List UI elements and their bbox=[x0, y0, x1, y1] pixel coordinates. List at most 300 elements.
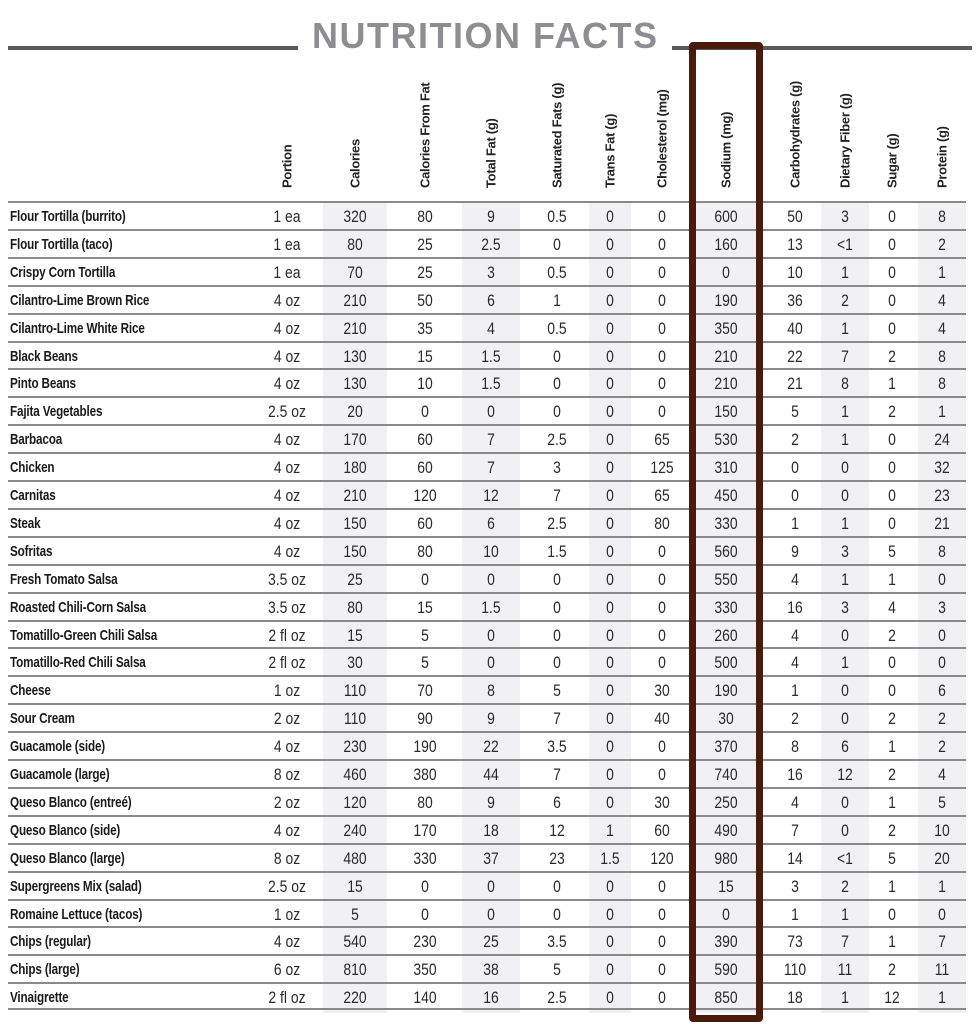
cell-portion: 8 oz bbox=[273, 848, 301, 868]
cell-saturated-fats-g: 0 bbox=[553, 876, 561, 896]
cell-saturated-fats-g: 5 bbox=[553, 681, 561, 701]
column-header-label: Sugar (g) bbox=[884, 133, 900, 188]
food-name: Guacamole (side) bbox=[10, 738, 106, 756]
cell-calories-from-fat: 60 bbox=[417, 513, 433, 533]
cell-saturated-fats-g: 7 bbox=[553, 709, 561, 729]
cell-portion: 4 oz bbox=[273, 820, 301, 840]
cell-total-fat-g: 0 bbox=[487, 653, 495, 673]
cell-trans-fat-g: 0 bbox=[606, 513, 614, 533]
cell-calories-from-fat: 15 bbox=[417, 346, 433, 366]
table-row bbox=[8, 815, 966, 843]
cell-cholesterol-mg: 65 bbox=[654, 430, 670, 450]
food-name: Tomatillo-Green Chili Salsa bbox=[10, 626, 158, 644]
cell-sodium-mg: 310 bbox=[714, 458, 738, 478]
cell-cholesterol-mg: 0 bbox=[658, 569, 666, 589]
cell-portion: 3.5 oz bbox=[268, 569, 306, 589]
cell-calories-from-fat: 0 bbox=[421, 876, 429, 896]
cell-total-fat-g: 37 bbox=[483, 848, 499, 868]
food-name: Barbacoa bbox=[10, 431, 63, 449]
cell-calories-from-fat: 380 bbox=[413, 765, 437, 784]
cell-sugar-g: 1 bbox=[888, 876, 896, 896]
cell-sodium-mg: 30 bbox=[718, 709, 734, 729]
cell-carbohydrates-g: 50 bbox=[787, 207, 803, 226]
title-bar bbox=[0, 12, 979, 62]
cell-portion: 4 oz bbox=[273, 541, 301, 561]
cell-sugar-g: 0 bbox=[888, 207, 896, 226]
table-row bbox=[8, 675, 966, 703]
food-name: Supergreens Mix (salad) bbox=[10, 877, 142, 895]
cell-protein-g: 21 bbox=[934, 513, 950, 533]
cell-dietary-fiber-g: 12 bbox=[837, 765, 853, 784]
cell-protein-g: 20 bbox=[934, 848, 950, 868]
cell-trans-fat-g: 0 bbox=[606, 988, 614, 1008]
cell-protein-g: 5 bbox=[938, 792, 946, 812]
cell-sodium-mg: 490 bbox=[714, 820, 738, 840]
cell-portion: 4 oz bbox=[273, 318, 301, 338]
cell-total-fat-g: 9 bbox=[487, 207, 495, 226]
cell-dietary-fiber-g: 0 bbox=[841, 709, 849, 729]
column-header-label: Cholesterol (mg) bbox=[654, 89, 670, 188]
food-name: Roasted Chili-Corn Salsa bbox=[10, 598, 147, 616]
cell-calories: 5 bbox=[351, 904, 359, 924]
cell-protein-g: 1 bbox=[938, 402, 946, 422]
cell-carbohydrates-g: 3 bbox=[791, 876, 799, 896]
table-row bbox=[8, 341, 966, 369]
cell-total-fat-g: 16 bbox=[483, 988, 499, 1008]
cell-total-fat-g: 0 bbox=[487, 876, 495, 896]
cell-total-fat-g: 8 bbox=[487, 681, 495, 701]
food-name: Flour Tortilla (burrito) bbox=[10, 208, 126, 225]
column-header-label: Protein (g) bbox=[934, 126, 950, 188]
cell-total-fat-g: 0 bbox=[487, 904, 495, 924]
cell-trans-fat-g: 0 bbox=[606, 262, 614, 282]
cell-sugar-g: 4 bbox=[888, 597, 896, 617]
cell-calories: 15 bbox=[347, 625, 363, 645]
cell-portion: 4 oz bbox=[273, 374, 301, 394]
cell-calories-from-fat: 190 bbox=[413, 737, 437, 757]
cell-trans-fat-g: 0 bbox=[606, 569, 614, 589]
cell-carbohydrates-g: 14 bbox=[787, 848, 803, 868]
cell-dietary-fiber-g: 1 bbox=[841, 402, 849, 422]
cell-calories: 210 bbox=[343, 290, 367, 310]
cell-protein-g: 7 bbox=[938, 932, 946, 952]
cell-calories-from-fat: 350 bbox=[413, 960, 437, 980]
cell-calories: 240 bbox=[343, 820, 367, 840]
cell-saturated-fats-g: 1.5 bbox=[547, 541, 567, 561]
cell-sodium-mg: 390 bbox=[714, 932, 738, 952]
cell-portion: 1 ea bbox=[273, 234, 301, 254]
cell-portion: 2 fl oz bbox=[268, 988, 306, 1008]
food-name: Black Beans bbox=[10, 347, 78, 365]
table-row bbox=[8, 787, 966, 815]
table-row bbox=[8, 899, 966, 927]
cell-calories-from-fat: 120 bbox=[413, 486, 437, 505]
food-name: Cilantro-Lime White Rice bbox=[10, 319, 145, 337]
cell-cholesterol-mg: 0 bbox=[658, 318, 666, 338]
food-name: Queso Blanco (large) bbox=[10, 849, 125, 867]
cell-sugar-g: 0 bbox=[888, 653, 896, 673]
cell-calories-from-fat: 60 bbox=[417, 458, 433, 478]
cell-total-fat-g: 22 bbox=[483, 737, 499, 757]
cell-saturated-fats-g: 0 bbox=[553, 346, 561, 366]
cell-sugar-g: 2 bbox=[888, 820, 896, 840]
cell-calories: 170 bbox=[343, 430, 367, 450]
food-name: Fresh Tomato Salsa bbox=[10, 570, 118, 588]
cell-sugar-g: 0 bbox=[888, 486, 896, 505]
cell-saturated-fats-g: 12 bbox=[549, 820, 565, 840]
cell-sugar-g: 12 bbox=[884, 988, 900, 1008]
cell-trans-fat-g: 0 bbox=[606, 709, 614, 729]
cell-protein-g: 0 bbox=[938, 569, 946, 589]
cell-calories-from-fat: 70 bbox=[417, 681, 433, 701]
cell-protein-g: 4 bbox=[938, 290, 946, 310]
cell-dietary-fiber-g: 6 bbox=[841, 737, 849, 757]
cell-portion: 1 oz bbox=[273, 681, 301, 701]
column-header bbox=[930, 56, 954, 196]
cell-sugar-g: 0 bbox=[888, 318, 896, 338]
cell-protein-g: 0 bbox=[938, 904, 946, 924]
column-header-label: Dietary Fiber (g) bbox=[837, 93, 853, 188]
cell-trans-fat-g: 0 bbox=[606, 541, 614, 561]
column-header-label: Portion bbox=[279, 144, 295, 188]
cell-total-fat-g: 6 bbox=[487, 290, 495, 310]
cell-portion: 2.5 oz bbox=[268, 402, 306, 422]
cell-saturated-fats-g: 7 bbox=[553, 765, 561, 784]
cell-cholesterol-mg: 0 bbox=[658, 737, 666, 757]
cell-total-fat-g: 6 bbox=[487, 513, 495, 533]
cell-dietary-fiber-g: 0 bbox=[841, 458, 849, 478]
cell-protein-g: 3 bbox=[938, 597, 946, 617]
cell-protein-g: 0 bbox=[938, 625, 946, 645]
column-header bbox=[545, 56, 569, 196]
table-row bbox=[8, 564, 966, 592]
cell-calories: 130 bbox=[343, 374, 367, 394]
cell-carbohydrates-g: 8 bbox=[791, 737, 799, 757]
cell-cholesterol-mg: 0 bbox=[658, 904, 666, 924]
cell-sodium-mg: 560 bbox=[714, 541, 738, 561]
cell-trans-fat-g: 1.5 bbox=[600, 848, 620, 868]
cell-trans-fat-g: 0 bbox=[606, 486, 614, 505]
cell-dietary-fiber-g: 11 bbox=[837, 960, 853, 980]
cell-trans-fat-g: 0 bbox=[606, 653, 614, 673]
column-header bbox=[275, 56, 299, 196]
table-row bbox=[8, 731, 966, 759]
cell-portion: 1 oz bbox=[273, 904, 301, 924]
food-name: Cilantro-Lime Brown Rice bbox=[10, 291, 150, 309]
cell-saturated-fats-g: 2.5 bbox=[547, 430, 567, 450]
cell-calories-from-fat: 0 bbox=[421, 402, 429, 422]
cell-calories: 320 bbox=[343, 207, 367, 226]
cell-calories: 80 bbox=[347, 597, 363, 617]
cell-sugar-g: 0 bbox=[888, 290, 896, 310]
cell-sodium-mg: 500 bbox=[714, 653, 738, 673]
column-header bbox=[650, 56, 674, 196]
cell-calories-from-fat: 330 bbox=[413, 848, 437, 868]
cell-portion: 2 oz bbox=[273, 792, 301, 812]
cell-sugar-g: 1 bbox=[888, 932, 896, 952]
cell-protein-g: 8 bbox=[938, 346, 946, 366]
cell-cholesterol-mg: 0 bbox=[658, 653, 666, 673]
cell-calories-from-fat: 60 bbox=[417, 430, 433, 450]
column-header bbox=[479, 56, 503, 196]
column-header bbox=[413, 56, 437, 196]
cell-cholesterol-mg: 0 bbox=[658, 597, 666, 617]
cell-cholesterol-mg: 0 bbox=[658, 207, 666, 226]
column-header-label: Carbohydrates (g) bbox=[787, 81, 803, 188]
cell-sugar-g: 2 bbox=[888, 625, 896, 645]
cell-dietary-fiber-g: 0 bbox=[841, 625, 849, 645]
cell-dietary-fiber-g: 2 bbox=[841, 876, 849, 896]
cell-calories-from-fat: 80 bbox=[417, 541, 433, 561]
cell-protein-g: 1 bbox=[938, 876, 946, 896]
cell-trans-fat-g: 0 bbox=[606, 904, 614, 924]
table-row bbox=[8, 982, 966, 1010]
table-row bbox=[8, 620, 966, 648]
cell-trans-fat-g: 0 bbox=[606, 374, 614, 394]
cell-sodium-mg: 15 bbox=[718, 876, 734, 896]
table-row bbox=[8, 229, 966, 257]
cell-dietary-fiber-g: 1 bbox=[841, 988, 849, 1008]
cell-protein-g: 4 bbox=[938, 765, 946, 784]
food-name: Chips (large) bbox=[10, 961, 80, 979]
sodium-highlight-box bbox=[689, 42, 763, 1022]
cell-total-fat-g: 4 bbox=[487, 318, 495, 338]
cell-portion: 4 oz bbox=[273, 430, 301, 450]
cell-sugar-g: 0 bbox=[888, 458, 896, 478]
cell-trans-fat-g: 0 bbox=[606, 932, 614, 952]
cell-calories: 15 bbox=[347, 876, 363, 896]
cell-cholesterol-mg: 0 bbox=[658, 234, 666, 254]
food-name: Chips (regular) bbox=[10, 933, 91, 951]
table-row bbox=[8, 592, 966, 620]
cell-protein-g: 8 bbox=[938, 374, 946, 394]
food-name: Chicken bbox=[10, 459, 55, 477]
cell-total-fat-g: 9 bbox=[487, 792, 495, 812]
cell-saturated-fats-g: 1 bbox=[553, 290, 561, 310]
cell-portion: 2 fl oz bbox=[268, 625, 306, 645]
table-row bbox=[8, 480, 966, 508]
cell-sodium-mg: 980 bbox=[714, 848, 738, 868]
cell-sugar-g: 0 bbox=[888, 430, 896, 450]
cell-cholesterol-mg: 0 bbox=[658, 625, 666, 645]
cell-carbohydrates-g: 0 bbox=[791, 458, 799, 478]
cell-saturated-fats-g: 0.5 bbox=[547, 207, 567, 226]
cell-calories: 180 bbox=[343, 458, 367, 478]
cell-carbohydrates-g: 40 bbox=[787, 318, 803, 338]
cell-sodium-mg: 160 bbox=[714, 234, 738, 254]
cell-protein-g: 2 bbox=[938, 737, 946, 757]
cell-cholesterol-mg: 0 bbox=[658, 541, 666, 561]
cell-sodium-mg: 850 bbox=[714, 988, 738, 1008]
cell-calories: 20 bbox=[347, 402, 363, 422]
cell-sugar-g: 2 bbox=[888, 402, 896, 422]
cell-carbohydrates-g: 1 bbox=[791, 904, 799, 924]
cell-trans-fat-g: 0 bbox=[606, 681, 614, 701]
cell-dietary-fiber-g: 7 bbox=[841, 346, 849, 366]
cell-sugar-g: 0 bbox=[888, 234, 896, 254]
cell-protein-g: 32 bbox=[934, 458, 950, 478]
cell-calories-from-fat: 80 bbox=[417, 792, 433, 812]
cell-dietary-fiber-g: <1 bbox=[837, 848, 853, 868]
cell-calories-from-fat: 50 bbox=[417, 290, 433, 310]
cell-dietary-fiber-g: 1 bbox=[841, 513, 849, 533]
cell-total-fat-g: 38 bbox=[483, 960, 499, 980]
cell-sugar-g: 1 bbox=[888, 737, 896, 757]
cell-sugar-g: 0 bbox=[888, 513, 896, 533]
table-row bbox=[8, 396, 966, 424]
cell-total-fat-g: 0 bbox=[487, 625, 495, 645]
food-name: Vinaigrette bbox=[10, 989, 69, 1007]
cell-cholesterol-mg: 0 bbox=[658, 290, 666, 310]
cell-saturated-fats-g: 6 bbox=[553, 792, 561, 812]
cell-carbohydrates-g: 16 bbox=[787, 765, 803, 784]
cell-calories-from-fat: 35 bbox=[417, 318, 433, 338]
cell-carbohydrates-g: 4 bbox=[791, 792, 799, 812]
cell-portion: 4 oz bbox=[273, 932, 301, 952]
cell-calories: 70 bbox=[347, 262, 363, 282]
cell-dietary-fiber-g: 3 bbox=[841, 541, 849, 561]
cell-cholesterol-mg: 0 bbox=[658, 765, 666, 784]
cell-carbohydrates-g: 21 bbox=[787, 374, 803, 394]
cell-portion: 1 ea bbox=[273, 262, 301, 282]
cell-protein-g: 2 bbox=[938, 234, 946, 254]
cell-dietary-fiber-g: 1 bbox=[841, 262, 849, 282]
title-rule-left bbox=[8, 46, 298, 50]
cell-calories: 150 bbox=[343, 541, 367, 561]
cell-trans-fat-g: 0 bbox=[606, 458, 614, 478]
cell-protein-g: 10 bbox=[934, 820, 950, 840]
cell-total-fat-g: 7 bbox=[487, 430, 495, 450]
cell-total-fat-g: 1.5 bbox=[481, 597, 501, 617]
cell-sugar-g: 1 bbox=[888, 374, 896, 394]
cell-saturated-fats-g: 2.5 bbox=[547, 988, 567, 1008]
cell-carbohydrates-g: 18 bbox=[787, 988, 803, 1008]
cell-sugar-g: 0 bbox=[888, 262, 896, 282]
cell-dietary-fiber-g: 3 bbox=[841, 597, 849, 617]
cell-protein-g: 4 bbox=[938, 318, 946, 338]
cell-total-fat-g: 1.5 bbox=[481, 374, 501, 394]
food-name: Steak bbox=[10, 514, 41, 532]
cell-sodium-mg: 0 bbox=[722, 904, 730, 924]
cell-sugar-g: 5 bbox=[888, 541, 896, 561]
table-row bbox=[8, 201, 966, 229]
cell-saturated-fats-g: 3.5 bbox=[547, 932, 567, 952]
food-name: Sofritas bbox=[10, 542, 53, 560]
table-row bbox=[8, 257, 966, 285]
cell-sodium-mg: 210 bbox=[714, 346, 738, 366]
cell-sugar-g: 2 bbox=[888, 765, 896, 784]
cell-calories-from-fat: 170 bbox=[413, 820, 437, 840]
cell-saturated-fats-g: 0 bbox=[553, 904, 561, 924]
cell-sodium-mg: 530 bbox=[714, 430, 738, 450]
cell-dietary-fiber-g: 0 bbox=[841, 486, 849, 505]
cell-calories-from-fat: 140 bbox=[413, 988, 437, 1008]
cell-trans-fat-g: 0 bbox=[606, 792, 614, 812]
cell-cholesterol-mg: 0 bbox=[658, 346, 666, 366]
cell-saturated-fats-g: 0.5 bbox=[547, 262, 567, 282]
table-row bbox=[8, 508, 966, 536]
cell-saturated-fats-g: 3.5 bbox=[547, 737, 567, 757]
cell-dietary-fiber-g: 3 bbox=[841, 207, 849, 226]
cell-protein-g: 1 bbox=[938, 262, 946, 282]
cell-cholesterol-mg: 0 bbox=[658, 960, 666, 980]
cell-sugar-g: 2 bbox=[888, 346, 896, 366]
cell-saturated-fats-g: 0 bbox=[553, 234, 561, 254]
table-row bbox=[8, 285, 966, 313]
cell-carbohydrates-g: 5 bbox=[791, 402, 799, 422]
cell-dietary-fiber-g: 1 bbox=[841, 904, 849, 924]
cell-dietary-fiber-g: 8 bbox=[841, 374, 849, 394]
food-name: Queso Blanco (entreé) bbox=[10, 793, 132, 811]
cell-dietary-fiber-g: 0 bbox=[841, 820, 849, 840]
cell-trans-fat-g: 0 bbox=[606, 597, 614, 617]
column-header-label: Calories bbox=[347, 139, 363, 188]
cell-trans-fat-g: 0 bbox=[606, 234, 614, 254]
cell-sodium-mg: 260 bbox=[714, 625, 738, 645]
cell-sodium-mg: 190 bbox=[714, 290, 738, 310]
cell-portion: 1 ea bbox=[273, 207, 301, 226]
cell-saturated-fats-g: 23 bbox=[549, 848, 565, 868]
cell-trans-fat-g: 0 bbox=[606, 960, 614, 980]
column-header-label: Total Fat (g) bbox=[483, 118, 499, 188]
cell-carbohydrates-g: 7 bbox=[791, 820, 799, 840]
cell-portion: 6 oz bbox=[273, 960, 301, 980]
cell-carbohydrates-g: 36 bbox=[787, 290, 803, 310]
cell-dietary-fiber-g: 0 bbox=[841, 792, 849, 812]
cell-calories-from-fat: 0 bbox=[421, 904, 429, 924]
cell-cholesterol-mg: 120 bbox=[650, 848, 674, 868]
cell-calories: 220 bbox=[343, 988, 367, 1008]
cell-total-fat-g: 18 bbox=[483, 820, 499, 840]
cell-calories: 110 bbox=[343, 709, 367, 729]
cell-sodium-mg: 0 bbox=[722, 262, 730, 282]
table-row bbox=[8, 926, 966, 954]
cell-calories: 30 bbox=[347, 653, 363, 673]
cell-sodium-mg: 740 bbox=[714, 765, 738, 784]
cell-calories: 460 bbox=[343, 765, 367, 784]
cell-calories: 480 bbox=[343, 848, 367, 868]
food-name: Flour Tortilla (taco) bbox=[10, 235, 113, 253]
cell-carbohydrates-g: 0 bbox=[791, 486, 799, 505]
food-name: Sour Cream bbox=[10, 710, 75, 728]
cell-carbohydrates-g: 4 bbox=[791, 569, 799, 589]
cell-trans-fat-g: 0 bbox=[606, 207, 614, 226]
cell-portion: 4 oz bbox=[273, 513, 301, 533]
cell-sodium-mg: 590 bbox=[714, 960, 738, 980]
food-name: Guacamole (large) bbox=[10, 766, 110, 783]
cell-calories: 210 bbox=[343, 486, 367, 505]
cell-saturated-fats-g: 0 bbox=[553, 653, 561, 673]
cell-carbohydrates-g: 16 bbox=[787, 597, 803, 617]
cell-trans-fat-g: 0 bbox=[606, 625, 614, 645]
food-name: Cheese bbox=[10, 682, 51, 700]
cell-portion: 2 fl oz bbox=[268, 653, 306, 673]
cell-portion: 4 oz bbox=[273, 737, 301, 757]
cell-total-fat-g: 0 bbox=[487, 569, 495, 589]
cell-total-fat-g: 3 bbox=[487, 262, 495, 282]
cell-saturated-fats-g: 0 bbox=[553, 597, 561, 617]
cell-sugar-g: 2 bbox=[888, 709, 896, 729]
cell-cholesterol-mg: 65 bbox=[654, 486, 670, 505]
food-name: Pinto Beans bbox=[10, 375, 76, 393]
cell-protein-g: 11 bbox=[934, 960, 950, 980]
cell-protein-g: 8 bbox=[938, 541, 946, 561]
food-name: Fajita Vegetables bbox=[10, 403, 103, 421]
cell-trans-fat-g: 0 bbox=[606, 430, 614, 450]
cell-calories-from-fat: 230 bbox=[413, 932, 437, 952]
cell-saturated-fats-g: 2.5 bbox=[547, 513, 567, 533]
cell-dietary-fiber-g: 7 bbox=[841, 932, 849, 952]
